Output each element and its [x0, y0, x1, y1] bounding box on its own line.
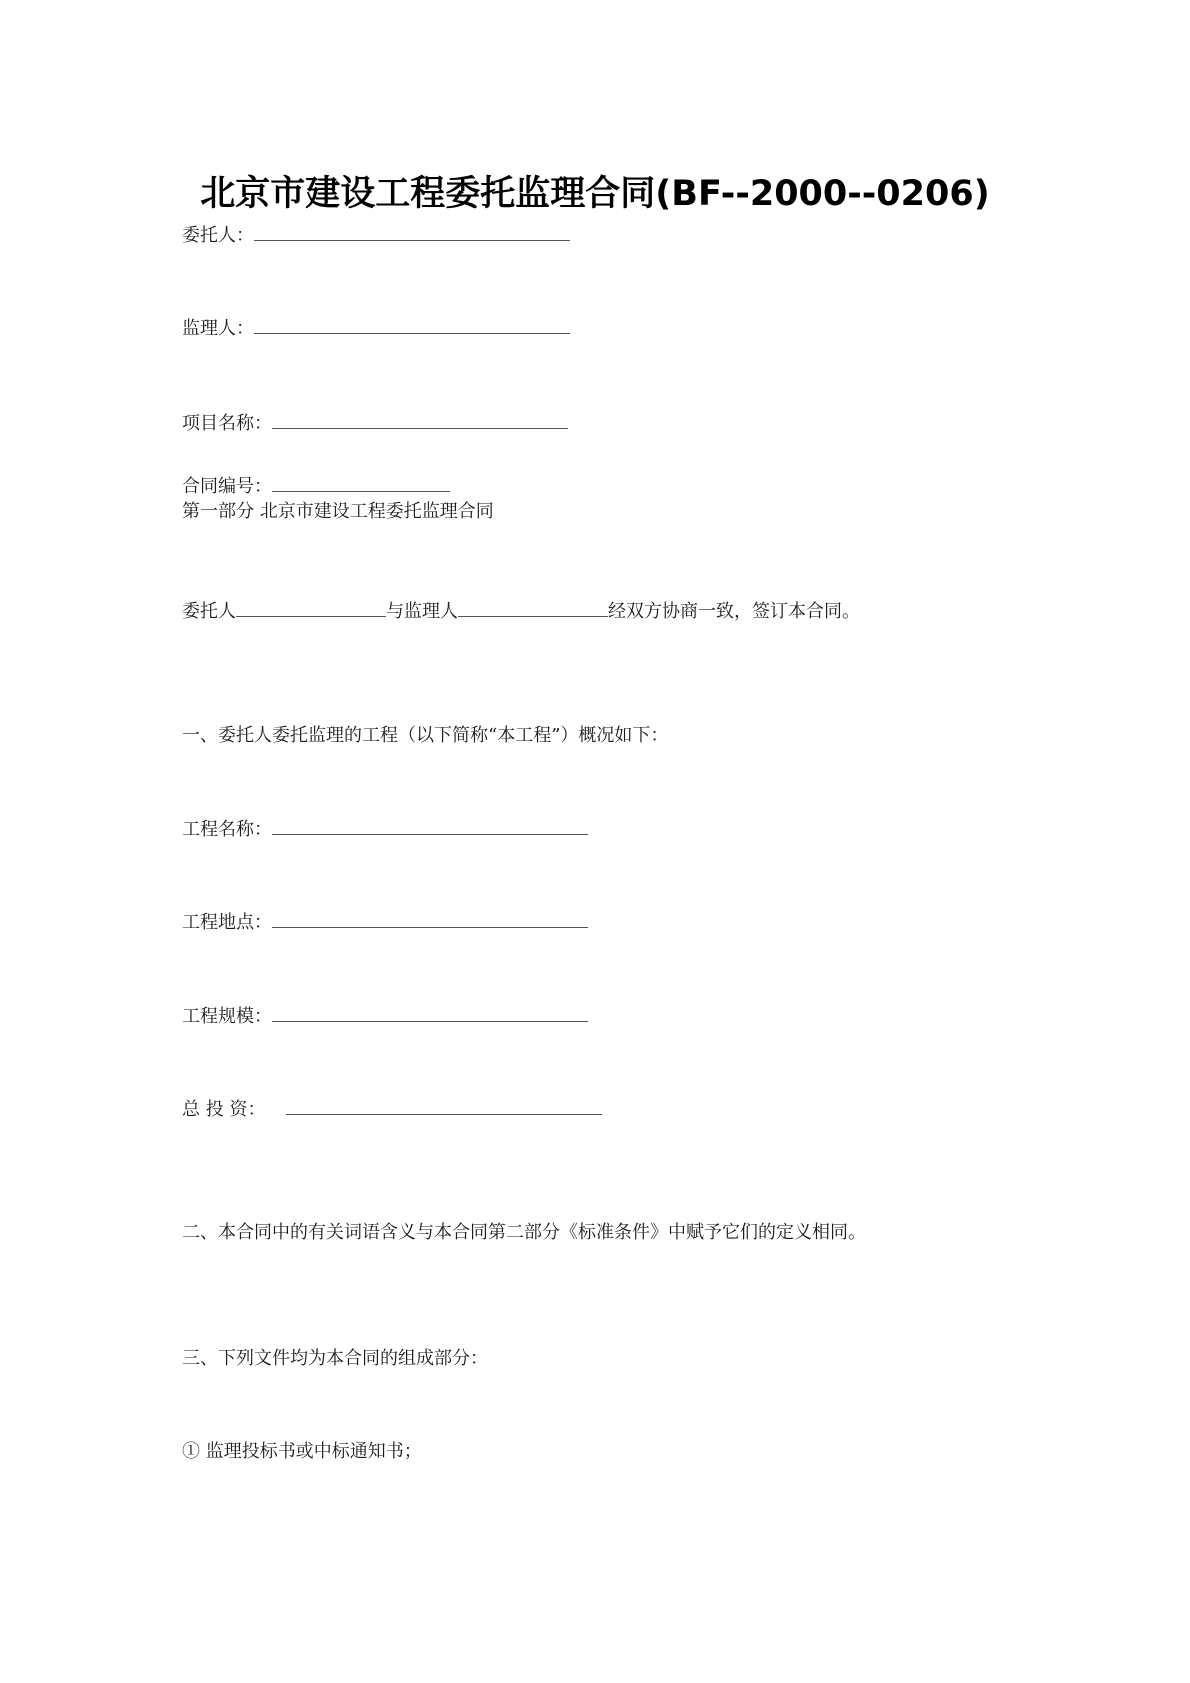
contract-number-input[interactable]: [272, 473, 450, 492]
agreement-suffix: 经双方协商一致，签订本合同。: [608, 601, 860, 622]
field-label: 委托人：: [182, 225, 254, 246]
field-total-investment: [182, 1096, 602, 1122]
field-label: 工程名称：: [182, 819, 272, 840]
project-name-input[interactable]: [272, 410, 568, 429]
section-1-heading: 一、委托人委托监理的工程（以下简称“本工程”）概况如下：: [182, 725, 669, 746]
engineering-location-input[interactable]: [272, 909, 588, 928]
field-label: 合同编号：: [182, 476, 272, 497]
agreement-client-input[interactable]: [236, 598, 386, 617]
field-label: 项目名称：: [182, 413, 272, 434]
field-label: 总 投 资：: [182, 1099, 266, 1120]
total-investment-input[interactable]: [286, 1096, 602, 1115]
document-title: 北京市建设工程委托监理合同(BF--2000--0206): [200, 174, 990, 214]
agreement-supervisor-input[interactable]: [458, 598, 608, 617]
agreement-line: [182, 598, 860, 624]
section-3-heading: 三、下列文件均为本合同的组成部分：: [182, 1348, 488, 1369]
engineering-name-input[interactable]: [272, 816, 588, 835]
field-engineering-location: [182, 909, 588, 935]
field-contract-number: [182, 473, 450, 499]
field-engineering-name: [182, 816, 588, 842]
field-project-name: [182, 410, 568, 436]
part-heading: 第一部分 北京市建设工程委托监理合同: [182, 501, 494, 522]
section-2-text: 二、本合同中的有关词语含义与本合同第二部分《标准条件》中赋予它们的定义相同。: [182, 1222, 866, 1243]
field-engineering-scale: [182, 1003, 588, 1029]
field-label: 监理人：: [182, 318, 254, 339]
field-supervisor: [182, 315, 570, 341]
list-item: ① 监理投标书或中标通知书；: [182, 1441, 422, 1462]
agreement-prefix: 委托人: [182, 601, 236, 622]
agreement-middle: 与监理人: [386, 601, 458, 622]
field-label: 工程地点：: [182, 912, 272, 933]
client-input[interactable]: [254, 222, 570, 241]
field-label: 工程规模：: [182, 1006, 272, 1027]
supervisor-input[interactable]: [254, 315, 570, 334]
field-client: [182, 222, 570, 248]
engineering-scale-input[interactable]: [272, 1003, 588, 1022]
